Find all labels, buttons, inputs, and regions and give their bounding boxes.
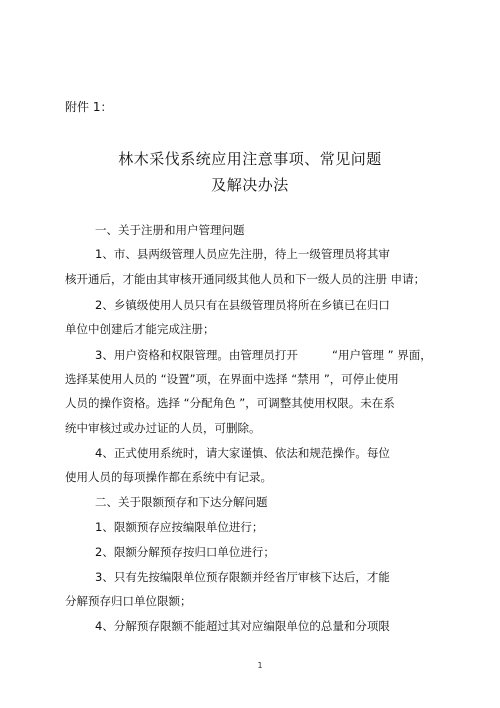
paragraph-line: 分解预存归口单位限额； — [65, 594, 192, 608]
paragraph-line: 4、正式使用系统时，请大家谨慎、依法和规范操作。每位 — [95, 446, 390, 460]
paragraph-line: 选择某使用人员的 “设置”项，在界面中选择 “禁用 ”，可停止使用 — [65, 372, 399, 386]
paragraph-line: 3、用户资格和权限管理。由管理员打开 — [95, 348, 298, 362]
section-heading-registration: 一、关于注册和用户管理问题 — [95, 223, 245, 237]
paragraph-line: 2、乡镇级使用人员只有在县级管理员将所在乡镇已在归口 — [95, 298, 390, 312]
paragraph-line: “用户管理 ” 界面， — [332, 348, 432, 362]
paragraph-line: 核开通后，才能由其审核开通同级其他人员和下一级人员的注册 申请； — [65, 272, 426, 286]
paragraph-line: 使用人员的每项操作都在系统中有记录。 — [65, 470, 272, 484]
document-title-line-2: 及解决办法 — [211, 176, 289, 194]
paragraph-line: 1、市、县两级管理人员应先注册，待上一级管理员将其审 — [95, 247, 390, 261]
attachment-label: 附件 1： — [65, 100, 113, 114]
paragraph-line: 4、分解预存限额不能超过其对应编限单位的总量和分项限 — [95, 619, 390, 633]
paragraph-line: 人员的操作资格。选择 “分配角色 ”，可调整其使用权限。未在系 — [65, 396, 395, 410]
page-number: 1 — [257, 661, 263, 670]
section-heading-quota: 二、关于限额预存和下达分解问题 — [95, 495, 268, 509]
paragraph-line: 1、限额预存应按编限单位进行； — [95, 520, 264, 534]
paragraph-line: 2、限额分解预存按归口单位进行； — [95, 545, 275, 559]
paragraph-line: 3、只有先按编限单位预存限额并经省厅审核下达后，才能 — [95, 570, 390, 584]
paragraph-line: 统中审核过或办过证的人员，可删除。 — [65, 421, 261, 435]
paragraph-line: 单位中创建后才能完成注册； — [65, 322, 215, 336]
document-title-line-1: 林木采伐系统应用注意事项、常见问题 — [118, 150, 382, 168]
